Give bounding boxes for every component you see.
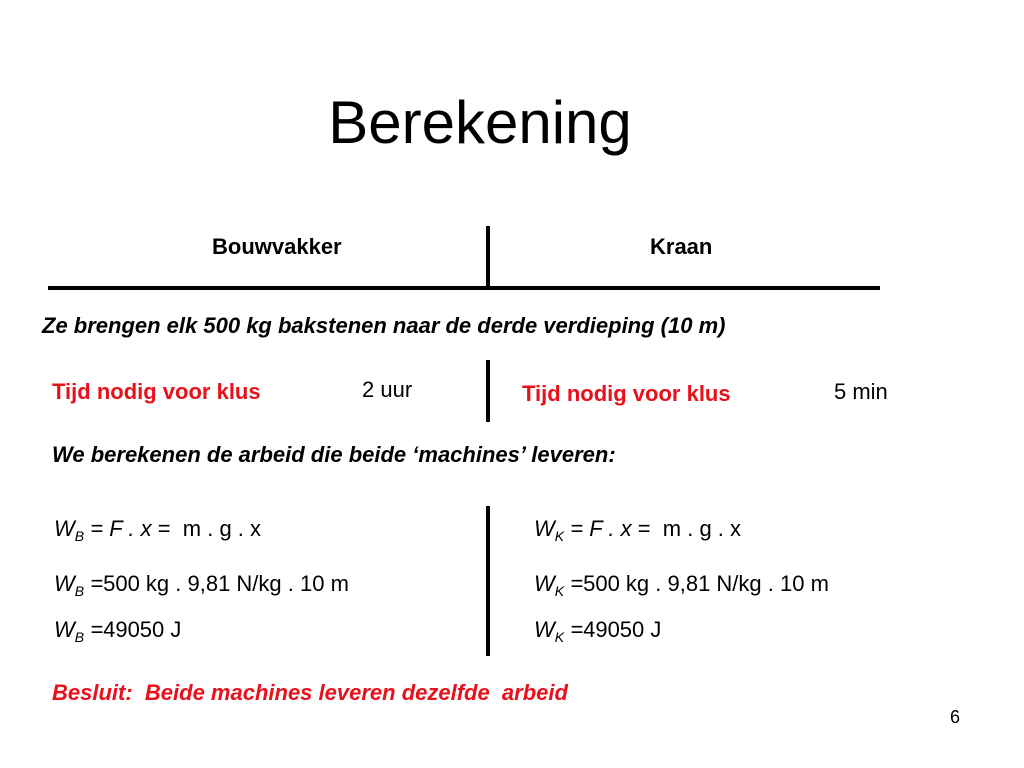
work-symbol: W — [534, 617, 555, 642]
work-subscript: K — [554, 629, 565, 645]
substitution-value: 500 kg . 9,81 N/kg . 10 m — [103, 571, 349, 596]
work-symbol: W — [54, 617, 75, 642]
result-value: 49050 J — [583, 617, 662, 642]
equation-right-line3 — [534, 617, 661, 645]
work-symbol: W — [54, 516, 75, 541]
equals-sign: = — [90, 617, 104, 642]
result-value: 49050 J — [103, 617, 182, 642]
work-subscript: B — [74, 528, 85, 544]
formula-mgx: = m . g . x — [637, 516, 742, 541]
work-subscript: K — [554, 583, 565, 599]
divider-vertical-time — [486, 360, 490, 422]
equation-left-line1 — [54, 516, 261, 544]
work-subscript: B — [74, 629, 85, 645]
formula-fx: = F . x — [90, 516, 152, 541]
time-value-right: 5 min — [834, 379, 888, 404]
equation-right-line2 — [534, 571, 829, 599]
divider-vertical-equations — [486, 506, 490, 656]
time-value-left: 2 uur — [362, 377, 413, 402]
work-heading: We berekenen de arbeid die beide ‘machines’ leveren: — [52, 442, 616, 467]
equation-left-line2 — [54, 571, 349, 599]
formula-mgx: = m . g . x — [157, 516, 262, 541]
intro-text: Ze brengen elk 500 kg bakstenen naar de derde verdieping (10 m) — [42, 313, 726, 338]
column-header-bouwvakker: Bouwvakker — [212, 234, 342, 259]
equation-right-line1 — [534, 516, 741, 544]
equals-sign: = — [570, 617, 584, 642]
equals-sign: = — [570, 571, 584, 596]
work-subscript: B — [74, 583, 85, 599]
time-label-left: Tijd nodig voor klus — [52, 379, 261, 404]
work-symbol: W — [534, 516, 555, 541]
substitution-value: 500 kg . 9,81 N/kg . 10 m — [583, 571, 829, 596]
table-divider-horizontal — [48, 286, 880, 290]
equation-left-line3 — [54, 617, 181, 645]
time-label-right: Tijd nodig voor klus — [522, 381, 731, 406]
column-header-kraan: Kraan — [650, 234, 713, 259]
conclusion-text: Besluit: Beide machines leveren dezelfde arbeid — [52, 680, 568, 705]
table-divider-vertical-top — [486, 226, 490, 288]
slide-title: Berekening — [328, 89, 632, 156]
work-symbol: W — [54, 571, 75, 596]
page-number: 6 — [950, 707, 961, 727]
equals-sign: = — [90, 571, 104, 596]
work-symbol: W — [534, 571, 555, 596]
work-subscript: K — [554, 528, 565, 544]
formula-fx: = F . x — [570, 516, 632, 541]
